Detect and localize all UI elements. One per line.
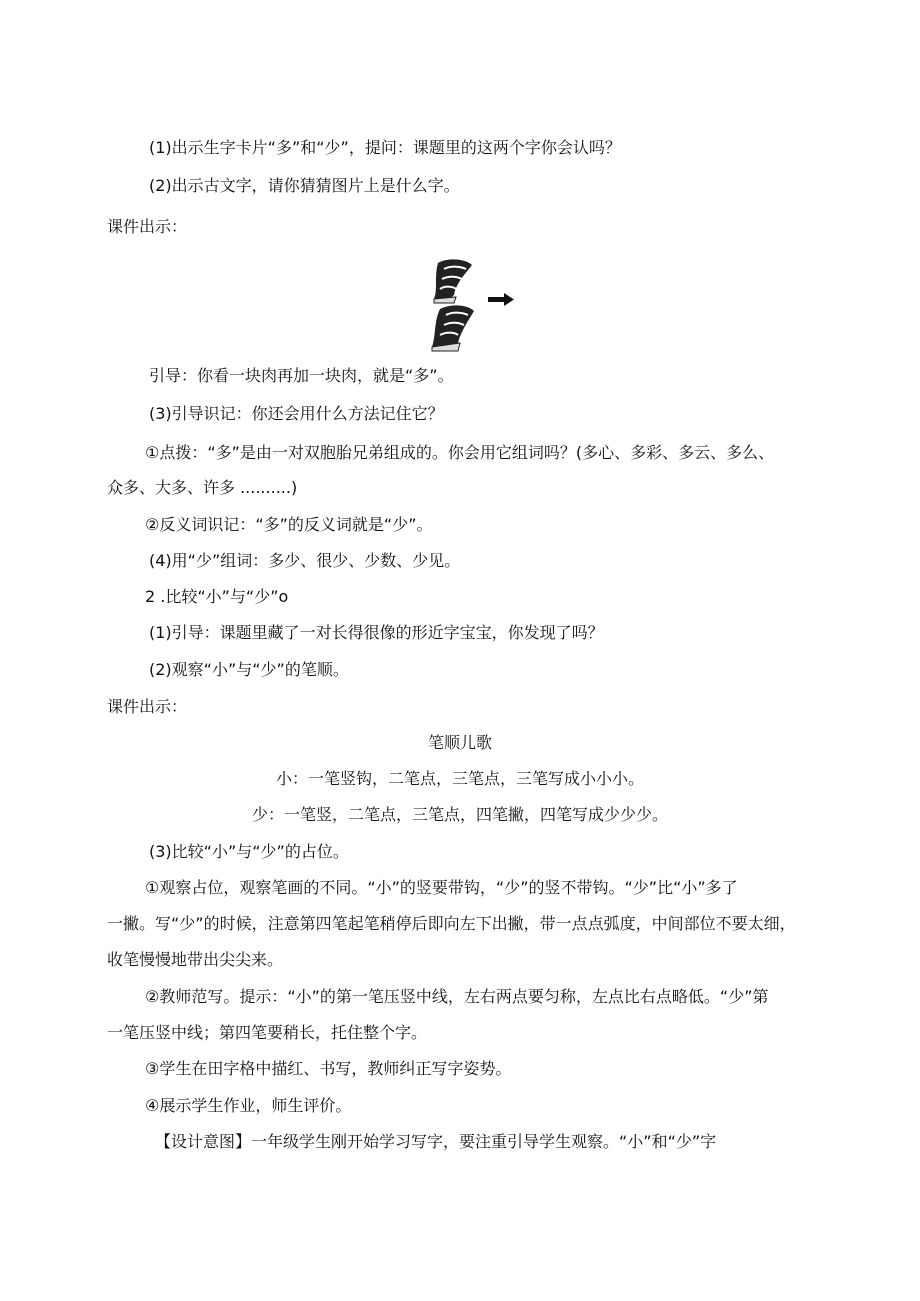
text-line-24: ④展示学生作业，师生评价。 [145, 1096, 352, 1115]
courseware-label-2: 课件出示： [107, 697, 188, 716]
text-line-2: (2)出示古文字，请你猜猜图片上是什么字。 [149, 176, 460, 195]
text-line-19: 一撇。写“少”的时候，注意第四笔起笔稍停后即向左下出撇，带一点点弧度，中间部位不要太细， [107, 914, 796, 933]
text-line-22: 一笔压竖中线；第四笔要稍长，托住整个字。 [107, 1023, 428, 1042]
section-heading-2: 2 .比较“小”与“少”o [145, 587, 289, 606]
text-line-23: ③学生在田字格中描红、书写，教师纠正写字姿势。 [145, 1059, 512, 1078]
text-line-18: ①观察占位，观察笔画的不同。“小”的竖要带钩，“少”的竖不带钩。“少”比“小”多了 [145, 878, 738, 897]
courseware-label: 课件出示： [107, 217, 188, 236]
text-line-12: (2)观察“小”与“少”的笔顺。 [149, 660, 349, 679]
text-line-6: ①点拨：“多”是由一对双胞胎兄弟组成的。你会用它组词吗？(多心、多彩、多云、多么、 [145, 443, 775, 462]
text-line-1: (1)出示生字卡片“多”和“少”，提问：课题里的这两个字你会认吗？ [149, 138, 621, 157]
text-line-7: 众多、大多、许多 ..........) [107, 478, 298, 497]
arrow-right-icon [488, 293, 514, 306]
song-title: 笔顺儿歌 [427, 733, 492, 752]
song-line-xiao: 小：一笔竖钩，二笔点，三笔点，三笔写成小小小。 [275, 769, 644, 788]
text-line-5: (3)引导识记：你还会用什么方法记住它？ [149, 404, 444, 423]
text-line-9: (4)用“少”组词：多少、很少、少数、少见。 [149, 551, 461, 570]
song-line-shao: 少：一笔竖，二笔点，三笔点，四笔撇，四笔写成少少少。 [251, 805, 668, 824]
text-line-21: ②教师范写。提示：“小”的第一笔压竖中线，左右两点要匀称，左点比右点略低。“少”第 [145, 987, 769, 1006]
text-line-4: 引导：你看一块肉再加一块肉，就是“多”。 [149, 366, 454, 385]
ancient-character-duo-icon [426, 255, 516, 355]
text-line-20: 收笔慢慢地带出尖尖来。 [107, 950, 284, 969]
design-intent: 【设计意图】一年级学生刚开始学习写字，要注重引导学生观察。“小”和“少”字 [155, 1132, 717, 1151]
text-line-11: (1)引导：课题里藏了一对长得很像的形近字宝宝，你发现了吗？ [149, 623, 604, 642]
text-line-17: (3)比较“小”与“少”的占位。 [149, 842, 349, 861]
text-line-8: ②反义词识记：“多”的反义词就是“少”。 [145, 515, 433, 534]
